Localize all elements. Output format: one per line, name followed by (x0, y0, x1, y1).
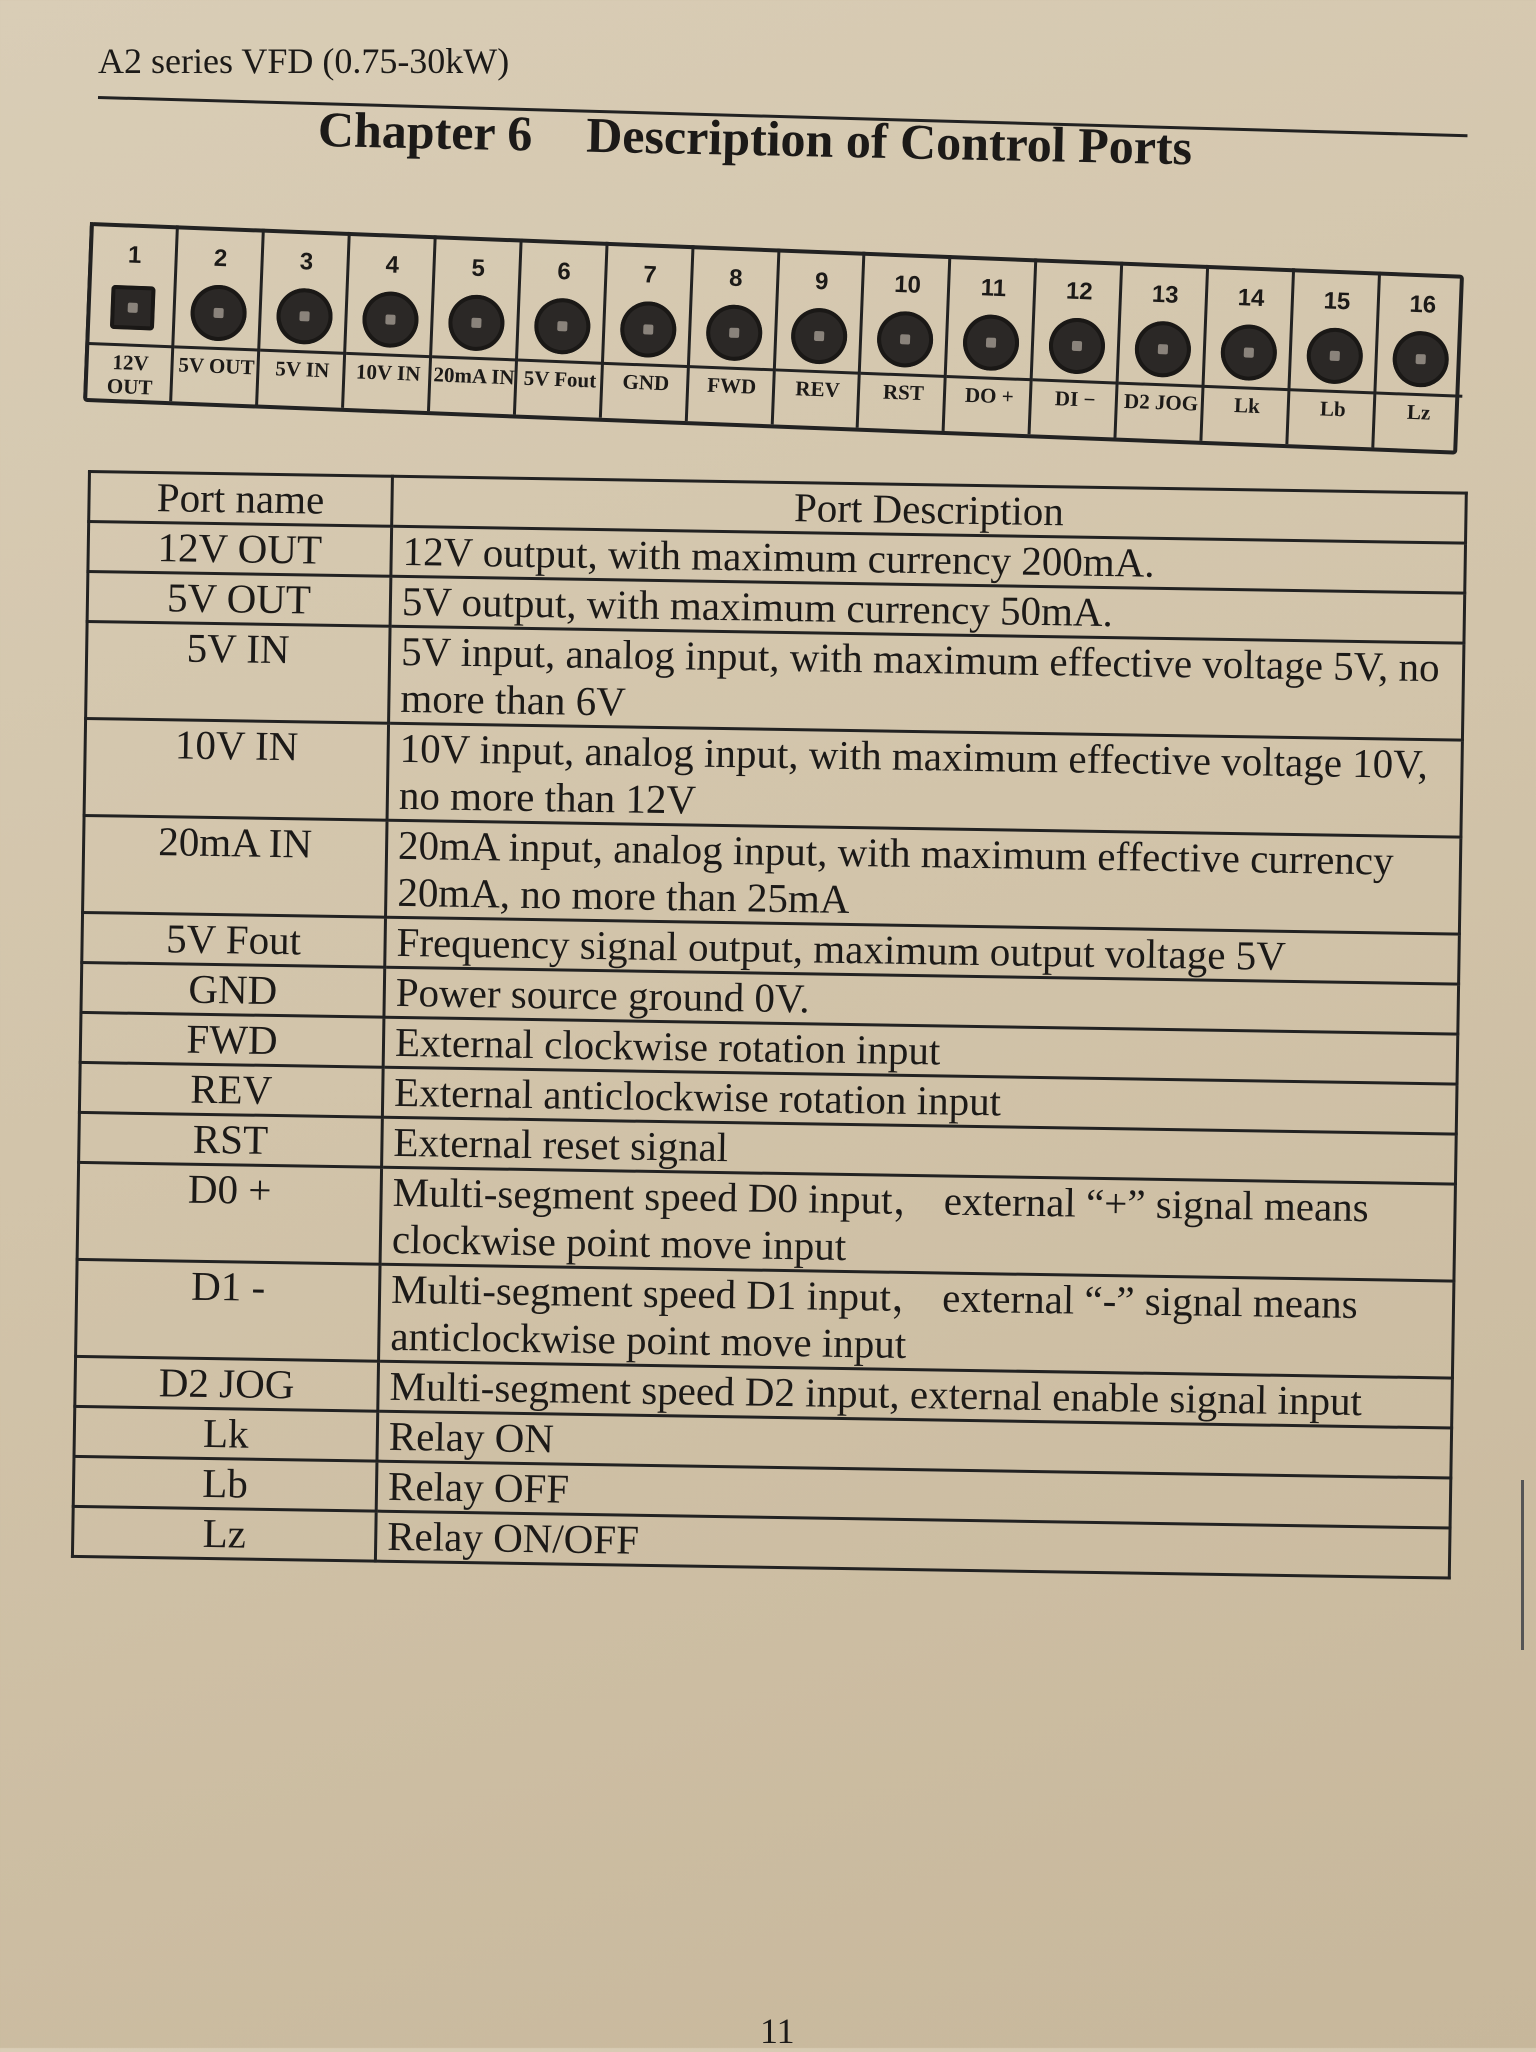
terminal-screw-icon (1220, 324, 1278, 382)
port-description-cell: 10V input, analog input, with maximum effective voltage 10V, no more than 12V (387, 723, 1462, 837)
terminal-screw-icon (361, 291, 419, 349)
terminal-3 (255, 229, 351, 408)
port-name-cell: 12V OUT (88, 522, 392, 577)
running-header: A2 series VFD (0.75-30kW) (98, 41, 510, 81)
port-name-cell: D0 + (77, 1162, 381, 1264)
port-description-cell: Frequency signal output, maximum output voltage 5V (385, 917, 1460, 984)
port-name-cell: RST (79, 1112, 383, 1167)
terminal-screw-icon (189, 284, 247, 342)
terminal-number: 7 (642, 261, 658, 289)
terminal-10 (856, 252, 952, 431)
port-name-cell: FWD (80, 1012, 384, 1067)
terminal-screw-icon (1048, 317, 1106, 375)
terminal-label: 12V OUT (86, 342, 174, 401)
column-header-port-description: Port Description (392, 476, 1467, 543)
terminal-label: 5V Fout (516, 359, 604, 418)
port-name-cell: Lb (73, 1456, 377, 1511)
port-name-cell: Lz (72, 1506, 376, 1561)
terminal-number: 9 (814, 267, 829, 296)
terminal-number: 1 (127, 241, 142, 269)
terminal-8 (684, 245, 780, 424)
terminal-number: 6 (556, 257, 572, 286)
terminal-9 (770, 248, 866, 427)
terminal-screw-icon (962, 314, 1020, 372)
port-name-cell: GND (81, 962, 385, 1017)
page-edge (1521, 1480, 1536, 1650)
chapter-title (317, 100, 1192, 176)
chapter-number: Chapter 6 (317, 101, 533, 162)
port-name-cell: 5V IN (86, 622, 390, 724)
port-name-cell: 20mA IN (83, 815, 387, 917)
terminal-number: 10 (893, 270, 922, 299)
terminal-label: Lb (1288, 388, 1376, 447)
terminal-16 (1371, 271, 1467, 450)
port-name-cell: 5V Fout (82, 912, 386, 967)
port-description-cell: Multi-segment speed D1 input， external “-” signal means anticlockwise point move input (379, 1264, 1454, 1378)
terminal-screw-icon (876, 310, 934, 368)
terminal-label: RST (859, 372, 947, 431)
port-description-cell: External clockwise rotation input (383, 1017, 1458, 1084)
terminal-number: 5 (471, 254, 486, 283)
page-number: 11 (760, 2011, 795, 2051)
port-description-cell: External reset signal (382, 1117, 1457, 1184)
terminal-4 (341, 232, 437, 411)
terminal-label: 5V IN (258, 349, 346, 408)
terminal-15 (1285, 268, 1381, 447)
terminal-number: 15 (1323, 287, 1351, 316)
terminal-7 (598, 242, 694, 421)
terminal-screw-icon (1134, 320, 1192, 378)
terminal-number: 12 (1065, 277, 1094, 306)
terminal-screw-icon (275, 287, 333, 345)
terminal-number: 13 (1151, 280, 1180, 309)
port-description-cell: Multi-segment speed D2 input, external enable signal input (378, 1361, 1453, 1428)
port-description-cell: 5V input, analog input, with maximum effective voltage 5V, no more than 6V (389, 626, 1464, 740)
chapter-name: Description of Control Ports (585, 106, 1193, 176)
terminal-label: GND (601, 362, 689, 421)
port-name-cell: D2 JOG (75, 1356, 379, 1411)
terminal-screw-icon (619, 300, 677, 358)
terminal-label: 20mA IN (430, 355, 518, 414)
terminal-number: 2 (213, 244, 228, 273)
port-description-cell: External anticlockwise rotation input (382, 1067, 1457, 1134)
port-description-cell: Relay OFF (376, 1461, 1451, 1528)
terminal-screw-icon (533, 297, 591, 355)
port-description-cell: 12V output, with maximum currency 200mA. (391, 526, 1466, 593)
terminal-screw-icon (447, 294, 505, 352)
port-description-cell: Relay ON (377, 1411, 1452, 1478)
terminal-screw-icon (110, 285, 156, 331)
terminal-screw-icon (1306, 327, 1364, 385)
port-description-cell: Power source ground 0V. (384, 967, 1459, 1034)
port-description-table (71, 470, 1468, 1580)
terminal-number: 8 (728, 264, 744, 293)
terminal-number: 14 (1237, 284, 1265, 313)
terminal-6 (513, 238, 609, 417)
terminal-label: DO + (945, 375, 1033, 434)
terminal-number: 11 (980, 274, 1007, 303)
terminal-1 (83, 222, 179, 401)
port-name-cell: REV (79, 1062, 383, 1117)
terminal-2 (169, 225, 265, 404)
port-description-cell: 20mA input, analog input, with maximum effective currency 20mA, no more than 25mA (386, 820, 1461, 934)
terminal-5 (427, 235, 523, 414)
port-name-cell: D1 - (76, 1259, 380, 1361)
terminal-screw-icon (791, 307, 849, 365)
port-description-cell: Multi-segment speed D0 input， external “+” signal means clockwise point move input (380, 1167, 1455, 1281)
terminal-12 (1028, 258, 1124, 437)
terminal-label: D2 JOG (1117, 382, 1205, 441)
terminal-11 (942, 255, 1038, 434)
terminal-label: DI − (1031, 378, 1119, 437)
terminal-label: 10V IN (344, 352, 432, 411)
terminal-label: Lz (1374, 392, 1462, 451)
port-name-cell: 5V OUT (87, 572, 391, 627)
port-name-cell: Lk (74, 1406, 378, 1461)
terminal-number: 16 (1408, 290, 1437, 319)
terminal-number: 4 (385, 251, 400, 279)
terminal-13 (1114, 262, 1210, 441)
terminal-label: FWD (687, 365, 775, 424)
column-header-port-name: Port name (89, 472, 393, 527)
terminal-label: REV (773, 368, 861, 427)
terminal-14 (1200, 265, 1296, 444)
terminal-block-diagram (83, 222, 1464, 455)
port-description-cell: 5V output, with maximum currency 50mA. (390, 576, 1465, 643)
terminal-label: 5V OUT (172, 345, 260, 404)
port-description-cell: Relay ON/OFF (375, 1511, 1450, 1578)
terminal-screw-icon (1392, 330, 1450, 388)
terminal-label: Lk (1203, 385, 1291, 444)
port-name-cell: 10V IN (84, 718, 388, 820)
terminal-number: 3 (299, 248, 314, 276)
terminal-screw-icon (705, 304, 763, 362)
